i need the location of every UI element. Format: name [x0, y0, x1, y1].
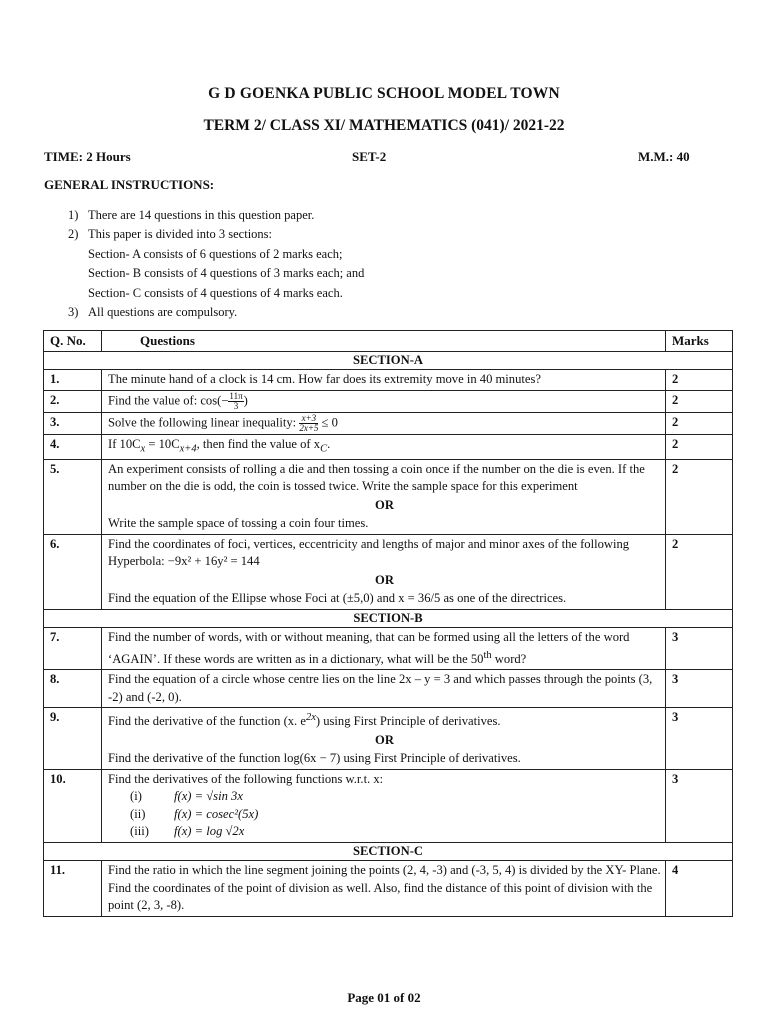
table-row: [44, 708, 733, 770]
question-text: Find the derivatives of the following functions w.r.t. x: (i) f(x) = √sin 3x (ii) f(x) = cosec²(5x) (iii) f(x) = log √2x: [102, 769, 666, 842]
question-text: Find the value of: cos(− $\frac{11\pi}{3}$ ): [102, 390, 666, 412]
question-number: 11.: [44, 861, 102, 917]
question-number: 6.: [44, 534, 102, 609]
section-b-label: SECTION-B: [44, 609, 733, 628]
header-qno: Q. No.: [44, 331, 102, 352]
table-row: [44, 534, 733, 609]
question-marks: 3: [666, 769, 733, 842]
sub-question: (iii) f(x) = log √2x: [130, 824, 245, 839]
question-text: Find the equation of a circle whose centre lies on the line 2x – y = 3 and which passes through the points (3, -2) and (-2, 0).: [102, 670, 666, 708]
page-number: Page 01 of 02: [347, 990, 421, 1005]
alternative-question: Find the equation of the Ellipse whose Foci at (±5,0) and x = 36/5 as one of the directrices.: [108, 591, 567, 606]
section-a-label: SECTION-A: [44, 351, 733, 370]
question-number: 4.: [44, 434, 102, 459]
question-marks: 2: [666, 370, 733, 391]
table-row: [44, 628, 733, 670]
question-marks: 3: [666, 708, 733, 770]
table-row: [44, 390, 733, 412]
table-row: [44, 670, 733, 708]
table-row: [44, 769, 733, 842]
question-marks: 2: [666, 390, 733, 412]
table-header-row: [44, 331, 733, 352]
or-label: OR: [375, 572, 394, 587]
question-number: 2.: [44, 390, 102, 412]
table-row: [44, 861, 733, 917]
question-text: An experiment consists of rolling a die and then tossing a coin once if the number on the die is even. If the number on the die is odd, the coin is tossed twice. Write the sample space for this experiment OR Write the sample space of tossing a coin four times.: [102, 459, 666, 534]
exam-title: TERM 2/ CLASS XI/ MATHEMATICS (041)/ 2021-22: [203, 117, 565, 134]
instruction-item: 3) All questions are compulsory.: [68, 305, 238, 320]
question-text: If $10C_x = 10C_{x+4}$, then find the value of $x_C$.: [102, 434, 666, 459]
question-number: 10.: [44, 769, 102, 842]
question-text: Find the ratio in which the line segment joining the points (2, 4, -3) and (-3, 5, 4) is divided by the XY- Plane. Find the coordinates of the point of division as well. Also, find the distance of this point of division with the point (2, 3, -8).: [102, 861, 666, 917]
instructions-heading: GENERAL INSTRUCTIONS:: [44, 177, 215, 192]
question-text: Find the number of words, with or without meaning, that can be formed using all the letters of the word ‘AGAIN’. If these words are written as in a dictionary, what will be the 50th word?: [102, 628, 666, 670]
instruction-item: Section- C consists of 4 questions of 4 marks each.: [88, 285, 343, 300]
instructions-list: [68, 206, 364, 322]
instruction-item: Section- B consists of 4 questions of 3 marks each; and: [88, 266, 365, 281]
question-marks: 4: [666, 861, 733, 917]
question-marks: 3: [666, 670, 733, 708]
table-row: [44, 412, 733, 434]
table-row: [44, 459, 733, 534]
question-marks: 2: [666, 412, 733, 434]
header-marks: Marks: [666, 331, 733, 352]
instruction-item: 2) This paper is divided into 3 sections:: [68, 227, 273, 242]
section-b-row: [44, 609, 733, 628]
set-label: SET-2: [352, 149, 387, 164]
table-row: [44, 434, 733, 459]
alternative-question: Write the sample space of tossing a coin four times.: [108, 516, 369, 531]
fraction: $\frac{11\pi}{3}$: [229, 390, 243, 411]
header-questions: Questions: [102, 331, 666, 352]
table-row: [44, 370, 733, 391]
sub-question: (ii) f(x) = cosec²(5x): [130, 806, 259, 821]
question-marks: 2: [666, 534, 733, 609]
section-c-label: SECTION-C: [44, 842, 733, 861]
sub-question: (i) f(x) = √sin 3x: [130, 789, 243, 804]
question-marks: 2: [666, 434, 733, 459]
section-a-row: [44, 351, 733, 370]
question-table: [43, 330, 733, 917]
question-number: 8.: [44, 670, 102, 708]
or-label: OR: [375, 497, 394, 512]
question-text: The minute hand of a clock is 14 cm. How far does its extremity move in 40 minutes?: [102, 370, 666, 391]
question-number: 1.: [44, 370, 102, 391]
question-text: Find the coordinates of foci, vertices, eccentricity and lengths of major and minor axes of the following Hyperbola: −9x² + 16y² = 144 OR Find the equation of the Ellipse whose Foci at (±5,0) and x = 36/5 as one of the directrices.: [102, 534, 666, 609]
or-label: OR: [375, 732, 394, 747]
question-number: 9.: [44, 708, 102, 770]
question-number: 5.: [44, 459, 102, 534]
time-label: TIME: 2 Hours: [44, 149, 131, 164]
max-marks-label: M.M.: 40: [638, 149, 690, 164]
school-name: G D GOENKA PUBLIC SCHOOL MODEL TOWN: [208, 85, 560, 102]
alternative-question: Find the derivative of the function log(6x − 7) using First Principle of derivatives.: [108, 751, 521, 766]
question-text: Find the derivative of the function (x. $e^{2x}$) using First Principle of derivatives. OR Find the derivative of the function log(6x − 7) using First Principle of derivatives.: [102, 708, 666, 770]
question-text: Solve the following linear inequality: $\frac{x+3}{2x+5}$ ≤ 0: [102, 412, 666, 434]
question-number: 3.: [44, 412, 102, 434]
question-number: 7.: [44, 628, 102, 670]
fraction: $\frac{x+3}{2x+5}$: [299, 412, 319, 433]
instruction-item: Section- A consists of 6 questions of 2 marks each;: [88, 246, 343, 261]
instruction-item: 1) There are 14 questions in this question paper.: [68, 208, 315, 222]
section-c-row: [44, 842, 733, 861]
question-marks: 2: [666, 459, 733, 534]
question-marks: 3: [666, 628, 733, 670]
